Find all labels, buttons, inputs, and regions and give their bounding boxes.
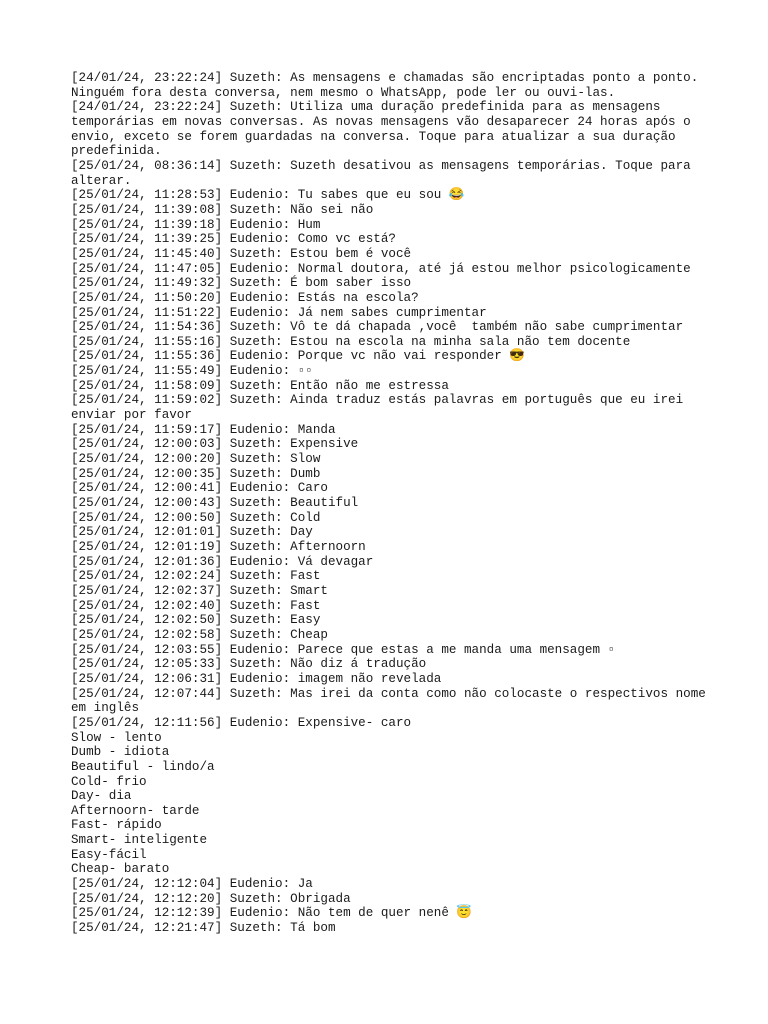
chat-line: [25/01/24, 12:11:56] Eudenio: Expensive- caro bbox=[71, 715, 412, 730]
chat-line: Afternoorn- tarde bbox=[71, 803, 200, 818]
chat-line: Fast- rápido bbox=[71, 818, 162, 833]
chat-line: [25/01/24, 12:02:58] Suzeth: Cheap bbox=[71, 627, 328, 642]
chat-line: [25/01/24, 12:12:39] Eudenio: Não tem de quer nenê 😇 bbox=[71, 906, 473, 921]
chat-line: Cheap- barato bbox=[71, 862, 170, 877]
chat-line: [25/01/24, 11:28:53] Eudenio: Tu sabes que eu sou 😂 bbox=[71, 188, 465, 203]
chat-line: Slow - lento bbox=[71, 730, 162, 745]
chat-line: [24/01/24, 23:22:24] Suzeth: As mensagens e chamadas são encriptadas ponto a ponto. Ninguém fora desta conversa, nem mesmo o WhatsApp, pode ler ou ouvi-las. bbox=[71, 71, 706, 100]
chat-line: [25/01/24, 12:00:41] Eudenio: Caro bbox=[71, 481, 328, 496]
chat-line: [24/01/24, 23:22:24] Suzeth: Utiliza uma duração predefinida para as mensagens temporárias em novas conversas. As novas mensagens vão desaparecer 24 horas após o envio, exceto se forem guardadas na conversa. Toque para atualizar a sua duração predefinida. bbox=[71, 100, 699, 159]
chat-line: [25/01/24, 12:00:20] Suzeth: Slow bbox=[71, 452, 321, 467]
chat-line: Easy-fácil bbox=[71, 847, 147, 862]
chat-line: [25/01/24, 12:02:24] Suzeth: Fast bbox=[71, 569, 321, 584]
chat-line: [25/01/24, 11:50:20] Eudenio: Estás na escola? bbox=[71, 290, 419, 305]
chat-line: [25/01/24, 12:00:03] Suzeth: Expensive bbox=[71, 437, 359, 452]
chat-line: [25/01/24, 11:39:08] Suzeth: Não sei não bbox=[71, 202, 374, 217]
chat-line: [25/01/24, 08:36:14] Suzeth: Suzeth desativou as mensagens temporárias. Toque para alterar. bbox=[71, 158, 699, 188]
chat-line: [25/01/24, 12:02:37] Suzeth: Smart bbox=[71, 583, 328, 598]
chat-line: [25/01/24, 12:00:35] Suzeth: Dumb bbox=[71, 466, 321, 481]
chat-line: [25/01/24, 12:01:19] Suzeth: Afternoorn bbox=[71, 540, 366, 554]
chat-line: [25/01/24, 12:00:43] Suzeth: Beautiful bbox=[71, 496, 359, 511]
chat-line: [25/01/24, 11:49:32] Suzeth: É bom saber isso bbox=[71, 276, 412, 291]
chat-line: [25/01/24, 12:02:50] Suzeth: Easy bbox=[71, 613, 321, 628]
chat-line: [25/01/24, 11:55:16] Suzeth: Estou na escola na minha sala não tem docente bbox=[71, 334, 631, 349]
chat-line: [25/01/24, 12:05:33] Suzeth: Não diz á tradução bbox=[71, 657, 427, 672]
chat-line: [25/01/24, 12:12:20] Suzeth: Obrigada bbox=[71, 891, 351, 906]
chat-line: [25/01/24, 11:51:22] Eudenio: Já nem sabes cumprimentar bbox=[71, 305, 487, 320]
chat-line: [25/01/24, 12:07:44] Suzeth: Mas irei da conta como não colocaste o respectivos nome em inglês bbox=[71, 686, 714, 716]
chat-line: [25/01/24, 12:06:31] Eudenio: imagem não revelada bbox=[71, 671, 442, 686]
chat-line: [25/01/24, 11:59:02] Suzeth: Ainda traduz estás palavras em português que eu irei enviar por favor bbox=[71, 393, 691, 423]
chat-line: [25/01/24, 11:59:17] Eudenio: Manda bbox=[71, 422, 336, 437]
chat-line: Beautiful - lindo/a bbox=[71, 759, 215, 774]
chat-line: [25/01/24, 12:21:47] Suzeth: Tá bom bbox=[71, 921, 336, 936]
chat-line: [25/01/24, 12:01:36] Eudenio: Vá devagar bbox=[71, 554, 374, 569]
chat-line: [25/01/24, 11:39:25] Eudenio: Como vc está? bbox=[71, 232, 396, 247]
chat-line: [25/01/24, 11:39:18] Eudenio: Hum bbox=[71, 217, 321, 232]
chat-line: [25/01/24, 12:02:40] Suzeth: Fast bbox=[71, 598, 321, 613]
chat-line: [25/01/24, 11:45:40] Suzeth: Estou bem é você bbox=[71, 246, 412, 261]
chat-line: Dumb - idiota bbox=[71, 745, 170, 760]
chat-line: Smart- inteligente bbox=[71, 833, 208, 848]
chat-line: [25/01/24, 11:55:49] Eudenio: ▫▫ bbox=[71, 364, 313, 379]
chat-line: [25/01/24, 12:01:01] Suzeth: Day bbox=[71, 525, 313, 540]
chat-line: [25/01/24, 11:58:09] Suzeth: Então não me estressa bbox=[71, 378, 449, 393]
chat-line: [25/01/24, 11:54:36] Suzeth: Vô te dá chapada ,você também não sabe cumprimentar bbox=[71, 320, 684, 335]
chat-line: [25/01/24, 12:03:55] Eudenio: Parece que estas a me manda uma mensagem ▫ bbox=[71, 642, 616, 657]
chat-line: Day- dia bbox=[71, 789, 132, 804]
chat-line: [25/01/24, 12:00:50] Suzeth: Cold bbox=[71, 510, 321, 525]
chat-transcript bbox=[71, 71, 714, 936]
chat-line: [25/01/24, 11:47:05] Eudenio: Normal doutora, até já estou melhor psicologicamente bbox=[71, 261, 691, 276]
chat-line: [25/01/24, 12:12:04] Eudenio: Ja bbox=[71, 877, 313, 892]
chat-line: Cold- frio bbox=[71, 774, 147, 789]
chat-line: [25/01/24, 11:55:36] Eudenio: Porque vc não vai responder 😎 bbox=[71, 349, 526, 364]
